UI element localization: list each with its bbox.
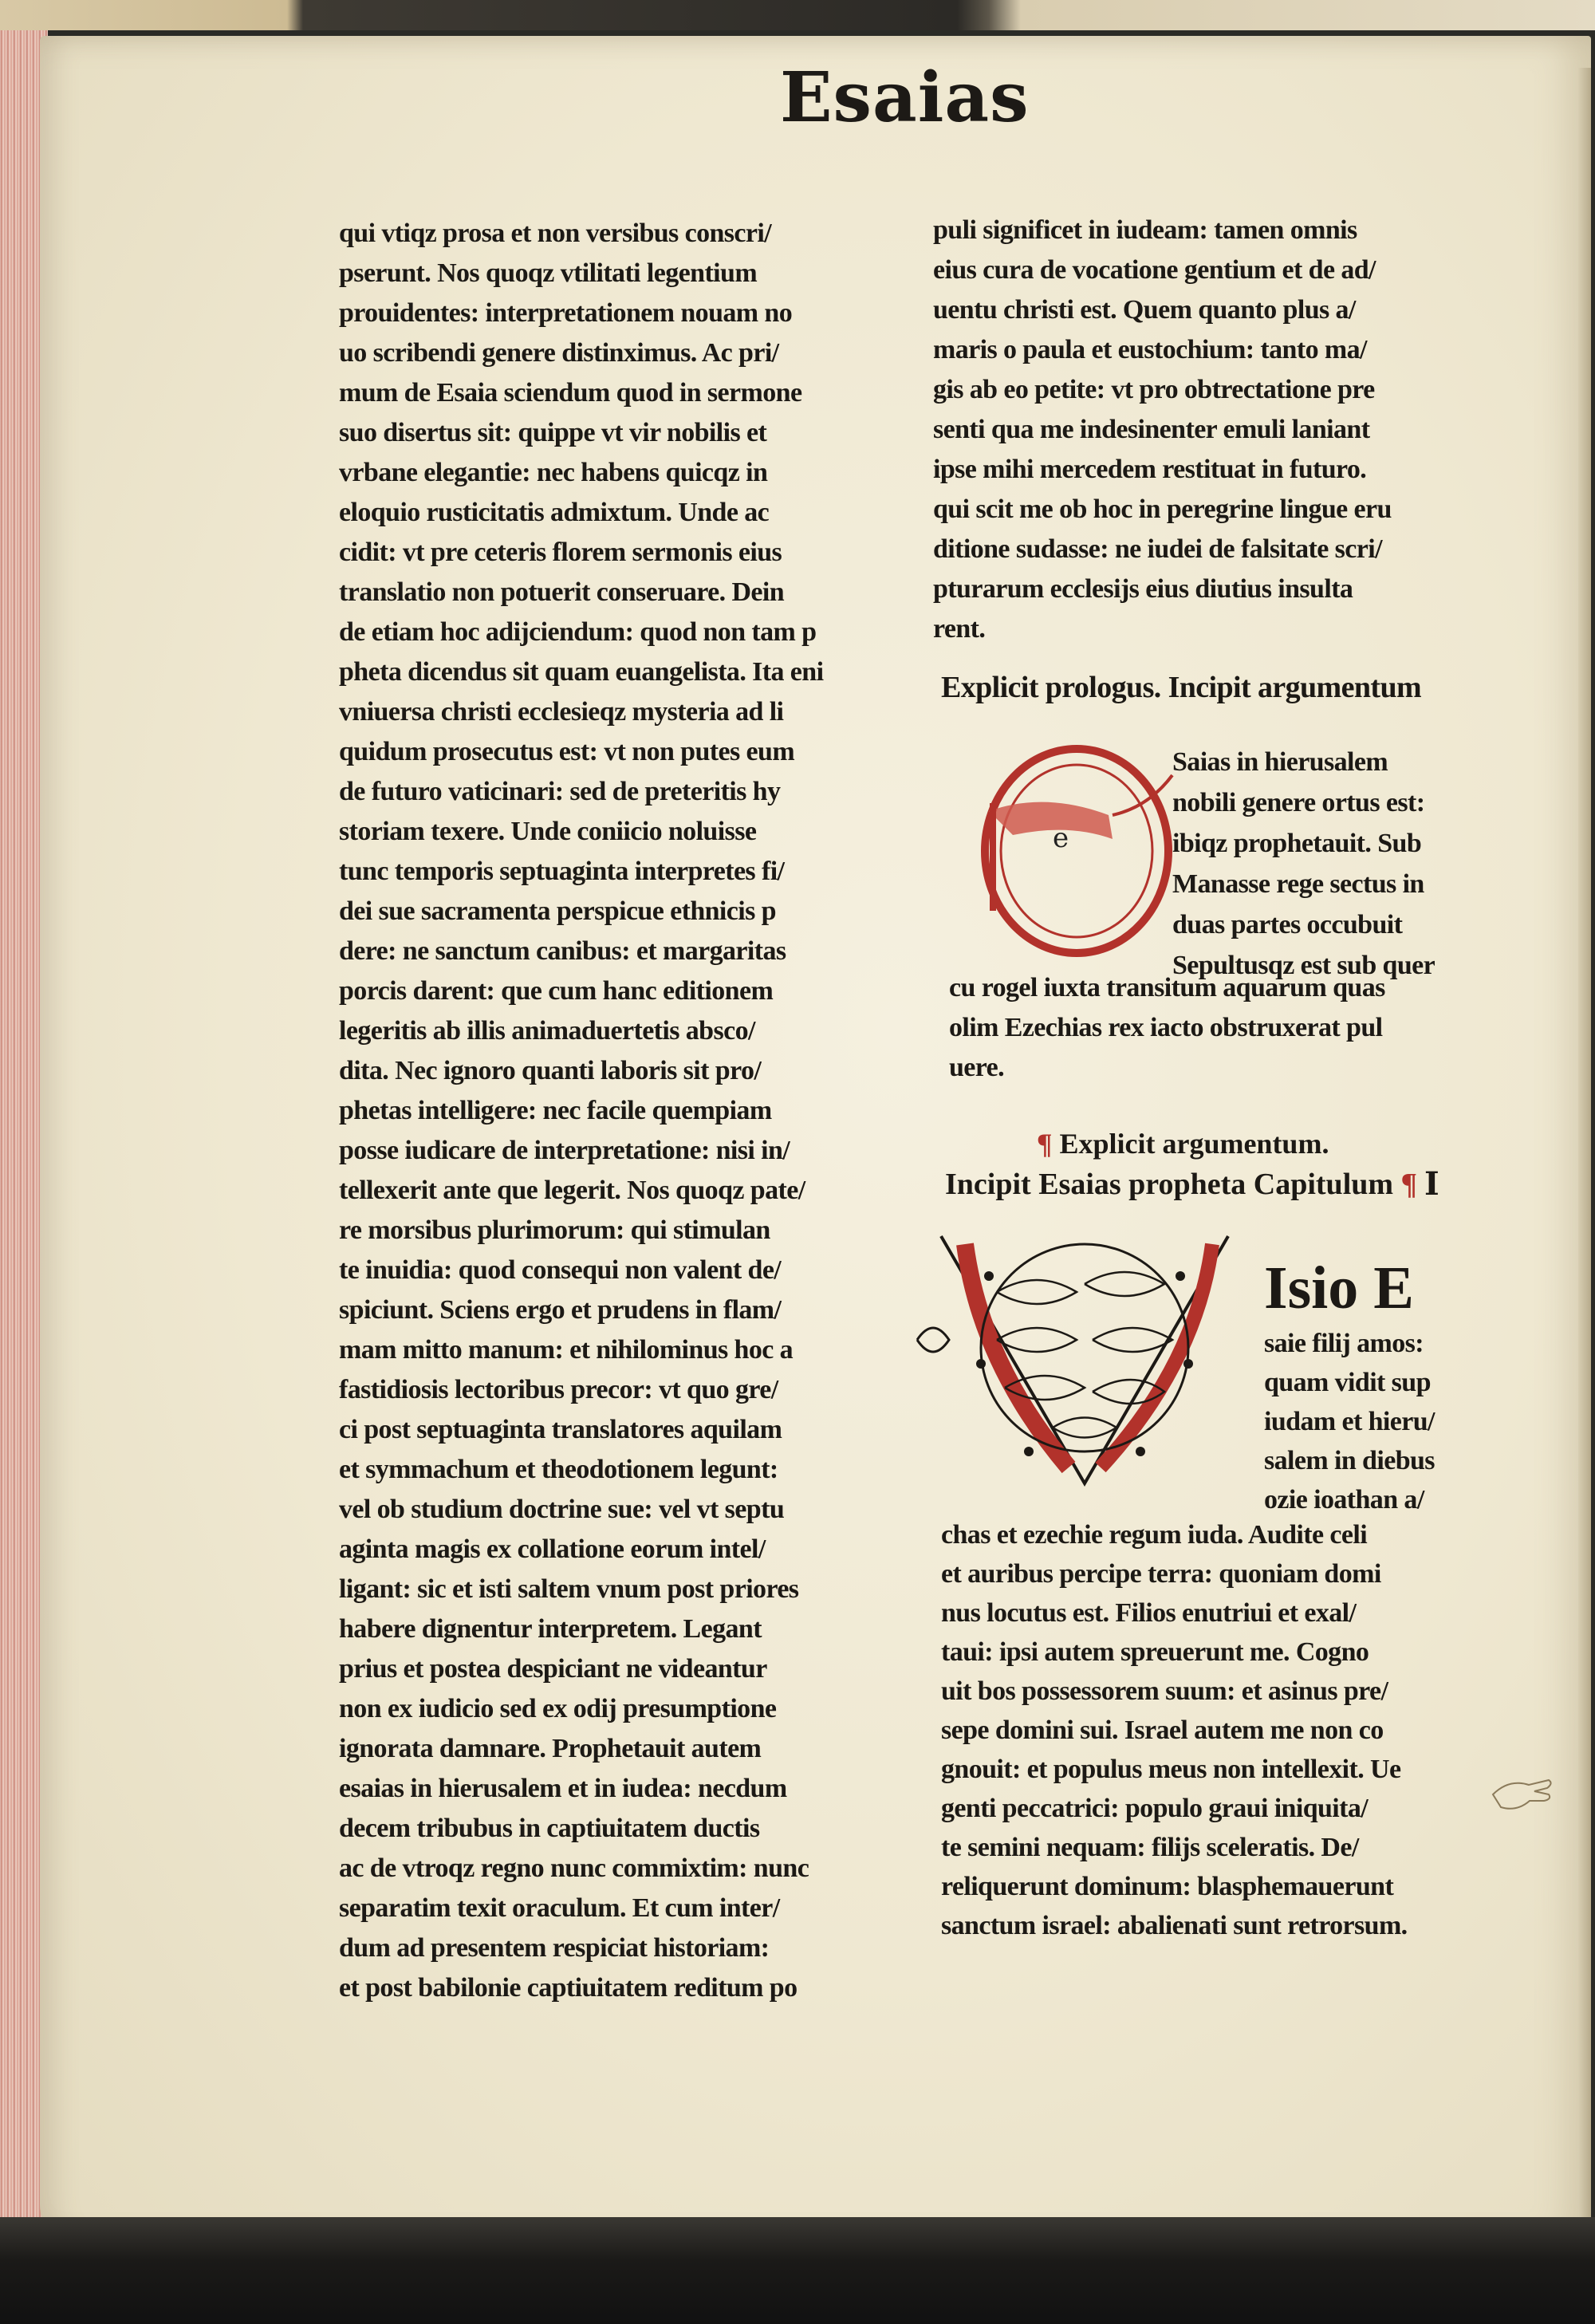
- text-line: ditione sudasse: ne iudei de falsitate scri/: [933, 534, 1382, 564]
- text-line: habere dignentur interpretem. Legant: [339, 1614, 762, 1644]
- gutter-shadow: [1578, 68, 1591, 2269]
- text-line: prouidentes: interpretationem nouam no: [339, 298, 793, 328]
- text-line: uere.: [949, 1053, 1005, 1082]
- text-line: vrbane elegantie: nec habens quicqz in: [339, 458, 768, 487]
- decorated-initial-e-icon: [957, 727, 1188, 967]
- text-line: iudam et hieru/: [1264, 1407, 1435, 1436]
- text-line: et post babilonie captiuitatem reditum po: [339, 1973, 798, 2003]
- text-line: te semini nequam: filijs sceleratis. De/: [941, 1833, 1359, 1862]
- decorated-initial-v-icon: [909, 1204, 1260, 1499]
- text-line: duas partes occubuit: [1172, 910, 1403, 939]
- text-line: sanctum israel: abalienati sunt retrorsum.: [941, 1911, 1408, 1940]
- text-line: non ex iudicio sed ex odij presumptione: [339, 1694, 777, 1723]
- text-line: nus locutus est. Filios enutriui et exal/: [941, 1598, 1357, 1628]
- top-book-edge: [0, 0, 1595, 30]
- text-line: de etiam hoc adijciendum: quod non tam p: [339, 617, 817, 647]
- text-line: ci post septuaginta translatores aquilam: [339, 1415, 782, 1444]
- svg-text:e: e: [1053, 822, 1069, 854]
- incipit-heading: [945, 1161, 1455, 1207]
- text-line: Manasse rege sectus in: [1172, 869, 1424, 899]
- text-line: uo scribendi genere distinximus. Ac pri/: [339, 338, 779, 368]
- text-line: gis ab eo petite: vt pro obtrectatione pre: [933, 375, 1375, 404]
- visio-heading: Isio E: [1264, 1255, 1414, 1322]
- text-line: maris o paula et eustochium: tanto ma/: [933, 335, 1367, 364]
- text-line: dei sue sacramenta perspicue ethnicis p: [339, 896, 776, 926]
- text-line: te inuidia: quod consequi non valent de/: [339, 1255, 782, 1285]
- text-line: dere: ne sanctum canibus: et margaritas: [339, 936, 786, 966]
- text-line: olim Ezechias rex iacto obstruxerat pul: [949, 1013, 1383, 1042]
- prologue-end-heading: Explicit prologus. Incipit argumentum: [941, 671, 1422, 704]
- text-line: spiciunt. Sciens ergo et prudens in flam/: [339, 1295, 782, 1325]
- text-line: tunc temporis septuaginta interpretes fi/: [339, 857, 785, 886]
- text-line: ac de vtroqz regno nunc commixtim: nunc: [339, 1853, 809, 1883]
- text-line: uit bos possessorem suum: et asinus pre/: [941, 1676, 1388, 1706]
- text-line: ignorata damnare. Prophetauit autem: [339, 1734, 762, 1763]
- text-line: taui: ipsi autem spreuerunt me. Cogno: [941, 1637, 1369, 1667]
- text-line: ipse mihi mercedem restituat in futuro.: [933, 455, 1367, 484]
- text-line: mum de Esaia sciendum quod in sermone: [339, 378, 802, 408]
- text-line: puli significet in iudeam: tamen omnis: [933, 215, 1357, 245]
- text-line: reliquerunt dominum: blasphemauerunt: [941, 1872, 1394, 1901]
- text-line: storiam texere. Unde coniicio noluisse: [339, 817, 757, 846]
- text-line: qui scit me ob hoc in peregrine lingue eru: [933, 494, 1392, 524]
- text-line: eloquio rusticitatis admixtum. Unde ac: [339, 498, 770, 527]
- text-line: ibiqz prophetauit. Sub: [1172, 829, 1422, 858]
- text-line: vniuersa christi ecclesieqz mysteria ad li: [339, 697, 784, 727]
- text-line: re morsibus plurimorum: qui stimulan: [339, 1215, 770, 1245]
- manicule-icon: [1485, 1763, 1557, 1826]
- text-line: cidit: vt pre ceteris florem sermonis eius: [339, 538, 782, 567]
- text-line: gnouit: et populus meus non intellexit. Ue: [941, 1755, 1401, 1784]
- paragraph-mark-icon: ¶: [1393, 1168, 1418, 1201]
- text-line: pturarum ecclesijs eius diutius insulta: [933, 574, 1353, 604]
- text-line: dum ad presentem respiciat historiam:: [339, 1933, 770, 1963]
- left-column: [339, 214, 897, 2008]
- text-line: tellexerit ante que legerit. Nos quoqz pate/: [339, 1176, 805, 1205]
- text-line: qui vtiqz prosa et non versibus conscri/: [339, 219, 772, 248]
- text-line: legeritis ab illis animaduertetis absco/: [339, 1016, 755, 1046]
- text-line: et symmachum et theodotionem legunt:: [339, 1455, 778, 1484]
- explicit-argumentum-text: Explicit argumentum.: [1059, 1128, 1329, 1160]
- text-line: eius cura de vocatione gentium et de ad/: [933, 255, 1376, 285]
- chapter-number: I: [1424, 1165, 1439, 1203]
- incipit-text: Incipit Esaias propheta Capitulum: [945, 1168, 1394, 1201]
- text-line: quam vidit sup: [1264, 1368, 1431, 1397]
- text-line: decem tribubus in captiuitatem ductis: [339, 1814, 760, 1843]
- text-line: ligant: sic et isti saltem vnum post priores: [339, 1574, 799, 1604]
- chapter-one-text-continued: [941, 1515, 1507, 1945]
- text-line: pserunt. Nos quoqz vtilitati legentium: [339, 258, 758, 288]
- text-line: chas et ezechie regum iuda. Audite celi: [941, 1520, 1368, 1550]
- text-line: salem in diebus: [1264, 1446, 1435, 1475]
- text-line: genti peccatrici: populo graui iniquita/: [941, 1794, 1369, 1823]
- text-line: de futuro vaticinari: sed de preteritis hy: [339, 777, 781, 806]
- argument-text-continued: [949, 968, 1499, 1088]
- text-line: senti qua me indesinenter emuli laniant: [933, 415, 1370, 444]
- text-line: dita. Nec ignoro quanti laboris sit pro/: [339, 1056, 762, 1085]
- text-line: esaias in hierusalem et in iudea: necdum: [339, 1774, 787, 1803]
- text-line: et auribus percipe terra: quoniam domi: [941, 1559, 1381, 1589]
- text-line: cu rogel iuxta transitum aquarum quas: [949, 973, 1385, 1002]
- text-line: fastidiosis lectoribus precor: vt quo gre/: [339, 1375, 778, 1404]
- text-line: prius et postea despiciant ne videantur: [339, 1654, 767, 1684]
- chapter-one-text: [1264, 1324, 1503, 1519]
- bottom-book-edge: [0, 2217, 1595, 2324]
- argument-text: [1172, 742, 1507, 986]
- text-line: vel ob studium doctrine sue: vel vt septu: [339, 1495, 785, 1524]
- text-line: sepe domini sui. Israel autem me non co: [941, 1715, 1384, 1745]
- text-line: ozie ioathan a/: [1264, 1485, 1424, 1515]
- text-line: uentu christi est. Quem quanto plus a/: [933, 295, 1356, 325]
- text-line: aginta magis ex collatione eorum intel/: [339, 1534, 766, 1564]
- text-line: pheta dicendus sit quam euangelista. Ita eni: [339, 657, 824, 687]
- text-line: suo disertus sit: quippe vt vir nobilis et: [339, 418, 767, 447]
- text-line: rent.: [933, 614, 986, 644]
- text-line: quidum prosecutus est: vt non putes eum: [339, 737, 795, 766]
- text-line: nobili genere ortus est:: [1172, 788, 1425, 817]
- text-line: Sepultusqz est sub quer: [1172, 951, 1436, 980]
- text-line: phetas intelligere: nec facile quempiam: [339, 1096, 772, 1125]
- text-line: mam mitto manum: et nihilominus hoc a: [339, 1335, 794, 1365]
- text-line: Saias in hierusalem: [1172, 747, 1388, 777]
- running-head: Esaias: [780, 57, 1030, 138]
- text-line: posse iudicare de interpretatione: nisi in/: [339, 1136, 790, 1165]
- text-line: translatio non potuerit conseruare. Dein: [339, 577, 785, 607]
- paragraph-mark-icon: ¶: [1037, 1128, 1060, 1160]
- explicit-argumentum: [1037, 1121, 1451, 1166]
- right-column-prologue: [933, 211, 1491, 649]
- text-line: porcis darent: que cum hanc editionem: [339, 976, 774, 1006]
- text-line: saie filij amos:: [1264, 1329, 1424, 1358]
- text-line: separatim texit oraculum. Et cum inter/: [339, 1893, 780, 1923]
